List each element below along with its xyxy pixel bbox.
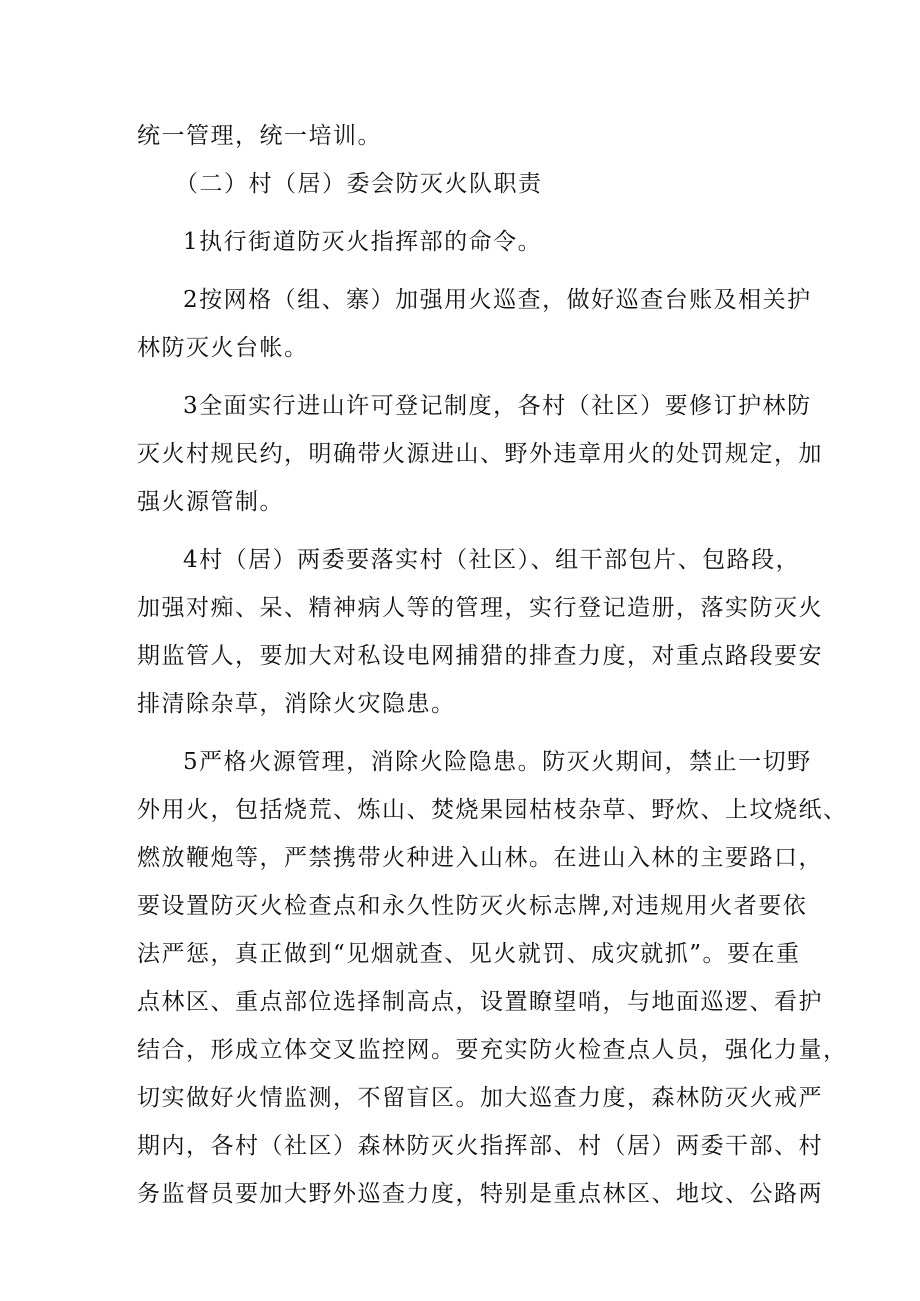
text-line: 务监督员要加大野外巡查力度，特别是重点林区、地坟、公路两 [137,1181,823,1207]
text-line: 加强对痴、呆、精神病人等的管理，实行登记造册，落实防灭火 [137,595,823,621]
text-line: 灭火村规民约，明确带火源进山、野外违章用火的处罚规定，加 [137,441,823,467]
text-line: 林防灭火台帐。 [137,335,309,361]
text-line: 2按网格（组、寨）加强用火巡查，做好巡查台账及相关护 [183,287,812,313]
section-heading: （二）村（居）委会防灭火队职责 [175,171,543,197]
text-line: 法严惩，真正做到“见烟就查、见火就罚、成灾就抓”。要在重 [137,941,801,967]
text-line: 要设置防灭火检查点和永久性防灭火标志牌,对违规用火者要依 [137,893,808,919]
text-line: 燃放鞭炮等，严禁携带火种进入山林。在进山入林的主要路口， [137,845,823,871]
text-line: 期内，各村（社区）森林防灭火指挥部、村（居）两委干部、村 [137,1133,823,1159]
text-line: 外用火，包括烧荒、炼山、焚烧果园枯枝杂草、野炊、上坟烧纸、 [137,797,848,823]
text-line: 期监管人，要加大对私设电网捕猎的排查力度，对重点路段要安 [137,643,823,669]
text-line: 排清除杂草，消除火灾隐患。 [137,691,456,717]
text-line: 4村（居）两委要落实村（社区）、组干部包片、包路段， [183,547,801,573]
text-line: 结合，形成立体交叉监控网。要充实防火检查点人员，强化力量， [137,1037,848,1063]
text-line: 切实做好火情监测，不留盲区。加大巡查力度，森林防灭火戒严 [137,1085,823,1111]
text-line: 点林区、重点部位选择制高点，设置瞭望哨，与地面巡逻、看护 [137,989,823,1015]
document-page [137,112,848,1218]
text-line: 5严格火源管理，消除火险隐患。防灭火期间，禁止一切野 [183,749,812,775]
text-line: 1执行街道防灭火指挥部的命令。 [183,229,543,255]
text-line: 强火源管制。 [137,489,284,515]
text-line: 3全面实行进山许可登记制度，各村（社区）要修订护林防 [183,393,812,419]
text-line: 统一管理，统一培训。 [137,123,382,149]
